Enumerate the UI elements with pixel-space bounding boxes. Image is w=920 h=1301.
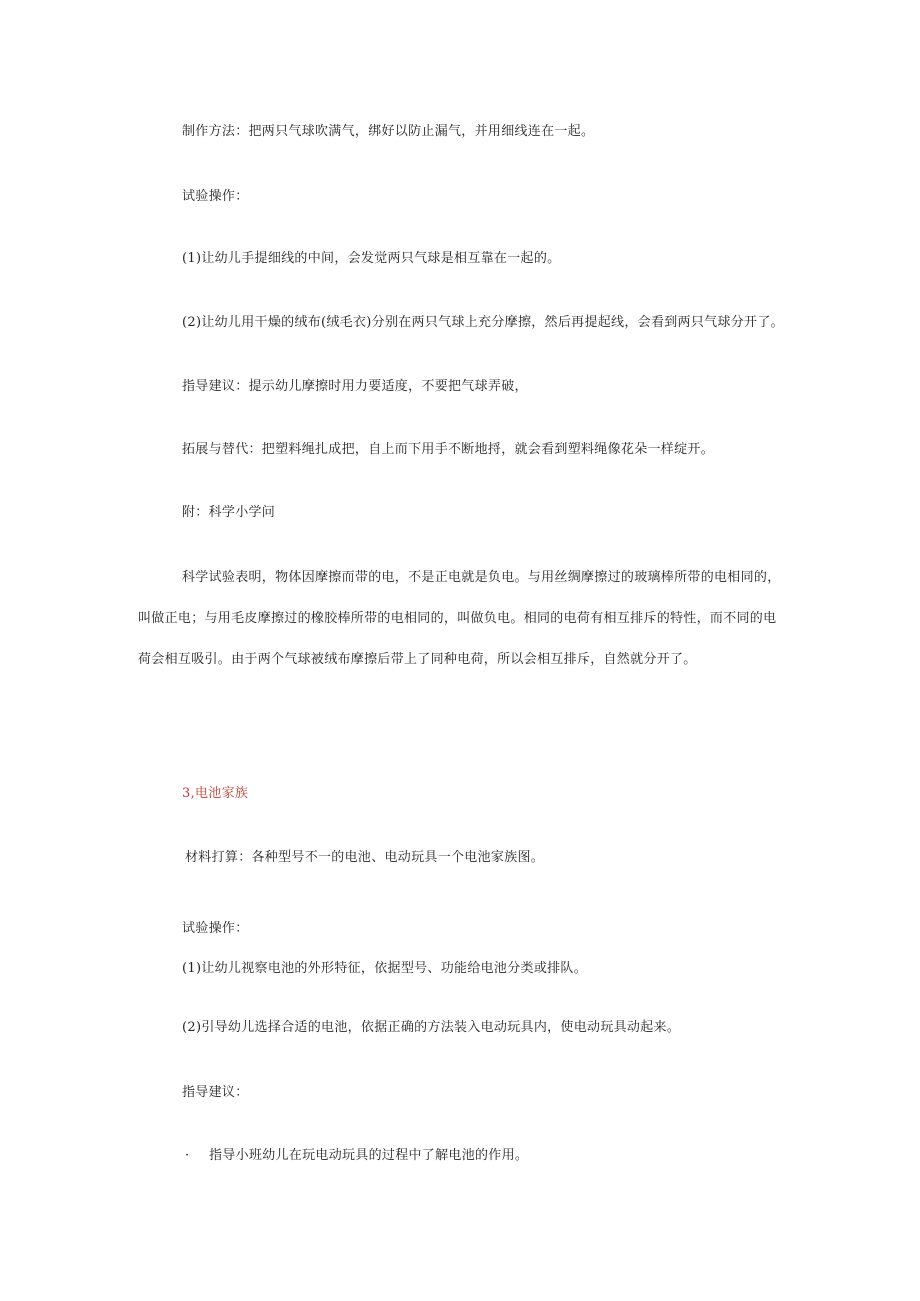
balloon-method: 制作方法：把两只气球吹满气，绑好以防止漏气，并用细线连在一起。 (182, 124, 595, 139)
battery-step-1: (1)让幼儿视察电池的外形特征，依据型号、功能给电池分类或排队。 (182, 961, 588, 976)
balloon-operation-title: 试验操作： (182, 189, 249, 204)
bullet-list-item (185, 1147, 528, 1165)
section-heading-battery: 3,电池家族 (182, 786, 249, 801)
bullet-text: 指导小班幼儿在玩电动玩具的过程中了解电池的作用。 (209, 1148, 529, 1163)
battery-step-2: (2)引导幼儿选择合适的电池，依据正确的方法装入电动玩具内，使电动玩具动起来。 (182, 1020, 681, 1035)
balloon-step-2: (2)让幼儿用干燥的绒布(绒毛衣)分别在两只气球上充分摩擦，然后再提起线，会看到两只气球分开了。 (182, 315, 784, 330)
battery-guidance-title: 指导建议： (182, 1085, 249, 1100)
balloon-extension: 拓展与替代：把塑料绳扎成把，自上而下用手不断地捋，就会看到塑料绳像花朵一样绽开。 (182, 442, 715, 457)
science-paragraph: 科学试验表明，物体因摩擦而带的电，不是正电就是负电。与用丝绸摩擦过的玻璃棒所带的电相同的，叫做正电；与用毛皮摩擦过的橡胶棒所带的电相同的，叫做负电。相同的电荷有相互排斥的特性，而不同的电荷会相互吸引。由于两个气球被绒布摩擦后带上了同种电荷，所以会相互排斥，自然就分开了。 (138, 570, 781, 667)
bullet-dot-icon: · (185, 1148, 190, 1163)
appendix-title: 附：科学小学问 (182, 505, 276, 520)
balloon-step-1: (1)让幼儿手提细线的中间，会发觉两只气球是相互靠在一起的。 (182, 251, 561, 266)
balloon-guidance: 指导建议：提示幼儿摩擦时用力要适度，不要把气球弄破， (182, 379, 528, 394)
battery-materials: 材料打算：各种型号不一的电池、电动玩具一个电池家族图。 (185, 850, 545, 865)
battery-operation-title: 试验操作： (182, 921, 249, 936)
